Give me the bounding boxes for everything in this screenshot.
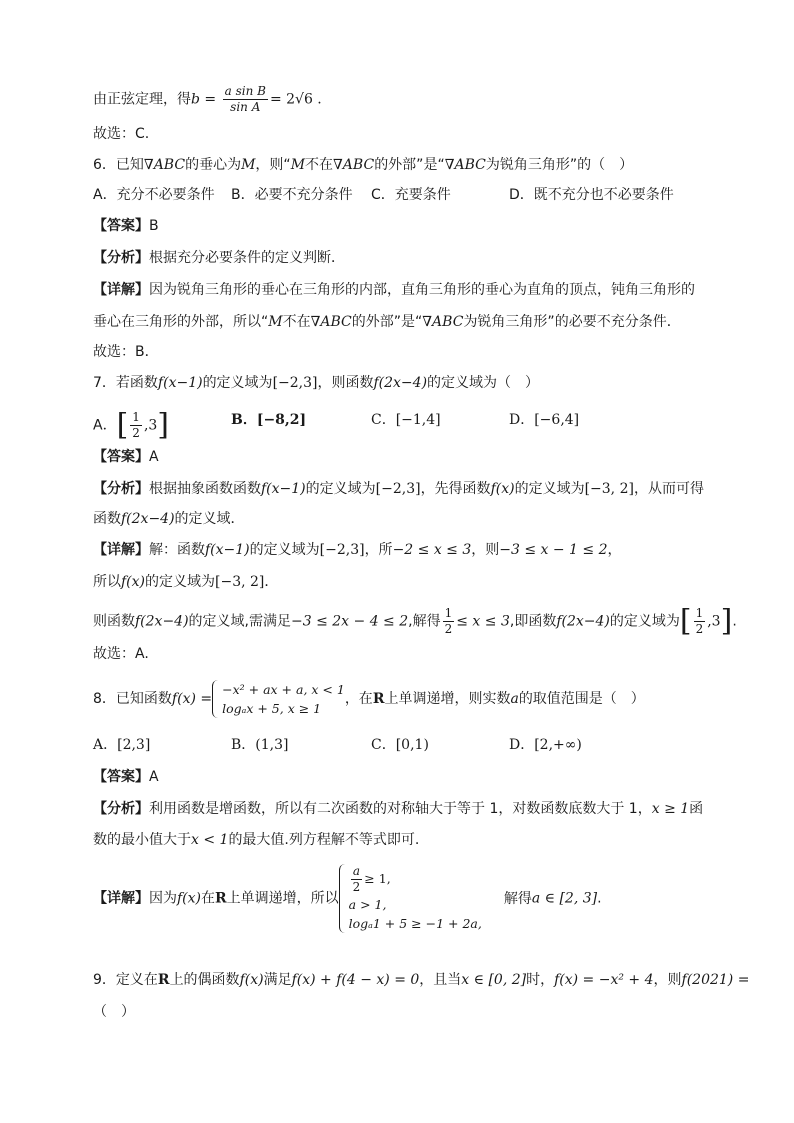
q6-analysis: 【分析】根据充分必要条件的定义判断． [93,250,345,266]
q8-option-c: C．[0,1) [371,737,429,753]
q6-answer: 【答案】B [93,218,159,234]
q7-option-d: D．[−6,4] [509,412,580,428]
fraction: $\frac{\text{a sin B}}{\text{sin A}}$ [224,84,266,114]
q6-option-a: A．充分不必要条件 [93,187,215,203]
q9-paren: （ ） [93,1004,135,1020]
q7-stem: 7．若函数f(x−1)的定义域为[−2,3]，则函数f(2x−4)的定义域为（ ） [93,375,540,391]
q6-option-b: B．必要不充分条件 [231,187,353,203]
q8-answer: 【答案】A [93,769,159,785]
q7-detail-2: 所以f(x)的定义域为[−3, 2]． [93,574,279,590]
q6-detail-1: 【详解】因为锐角三角形的垂心在三角形的内部，直角三角形的垂心为直角的顶点，钝角三角形的 [93,282,695,298]
q7-option-a: A．[ $\frac{1}{2}$ ,3] [93,407,170,443]
q7-analysis-1: 【分析】根据抽象函数函数f(x−1)的定义域为[−2,3]，先得函数f(x)的定义域为[−3, 2]，从而可得 [93,481,704,497]
q7-answer: 【答案】A [93,449,159,465]
q8-option-d: D．[2,+∞) [509,737,582,753]
q8-analysis-1: 【分析】利用函数是增函数，所以有二次函数的对称轴大于等于 1，对数函数底数大于 1，x ≥ 1函 [93,801,704,817]
q7-option-c: C．[−1,4] [371,412,441,428]
piecewise-system: −x² + ax + a, x < 1 logₐx + 5, x ≥ 1 [212,680,345,718]
q7-choose: 故选：A. [93,646,149,662]
q7-analysis-2: 函数f(2x−4)的定义域． [93,511,245,527]
q8-stem: 8．已知函数f(x) = −x² + ax + a, x < 1 logₐx + 5, x ≥ 1 ，在R上单调递增，则实数a的取值范围是（ ） [93,682,645,716]
condition-system: $\frac{a}{2}$ ≥ 1, a > 1, logₐ1 + 5 ≥ −1 + 2a, [339,864,482,933]
q6-detail-2: 垂心在三角形的外部，所以“M不在∇ABC的外部”是“∇ABC为锐角三角形”的必要不充分条件． [93,314,681,330]
choose-line: 故选：C. [93,126,150,142]
q6-stem: 6．已知∇ABC的垂心为M，则“M不在∇ABC的外部”是“∇ABC为锐角三角形”的（ ） [93,157,634,173]
q7-detail-1: 【详解】解：函数f(x−1)的定义域为[−2,3]，所−2 ≤ x ≤ 3，则−3 ≤ x − 1 ≤ 2， [93,542,622,558]
q7-detail-3: 则函数f(2x−4)的定义域,需满足−3 ≤ 2x − 4 ≤ 2,解得 $\frac{1}{2}$ ≤ x ≤ 3,即函数f(2x−4)的定义域为[ $\frac{1}{2}$ ,3]. [93,603,737,639]
q8-analysis-2: 数的最小值大于x < 1的最大值.列方程解不等式即可. [93,832,420,848]
q6-choose: 故选：B． [93,344,159,360]
q6-option-d: D．既不充分也不必要条件 [509,187,674,203]
sine-law-line: 由正弦定理，得b = $\frac{\text{a sin B}}{\text{sin A}}$ = 2√6 . [93,84,322,114]
q8-option-b: B．(1,3] [231,737,289,753]
q6-option-c: C．充要条件 [371,187,451,203]
q8-option-a: A．[2,3] [93,737,151,753]
q9-stem: 9．定义在R上的偶函数f(x)满足f(x) + f(4 − x) = 0，且当x ∈ [0, 2]时，f(x) = −x² + 4，则f(2021) = [93,972,750,988]
q7-option-b: B．[−8,2] [231,412,307,428]
q8-detail: 【详解】因为f(x)在R上单调递增，所以 $\frac{a}{2}$ ≥ 1, a > 1, logₐ1 + 5 ≥ −1 + 2a, 解得a ∈ [2, 3]. [93,864,602,931]
